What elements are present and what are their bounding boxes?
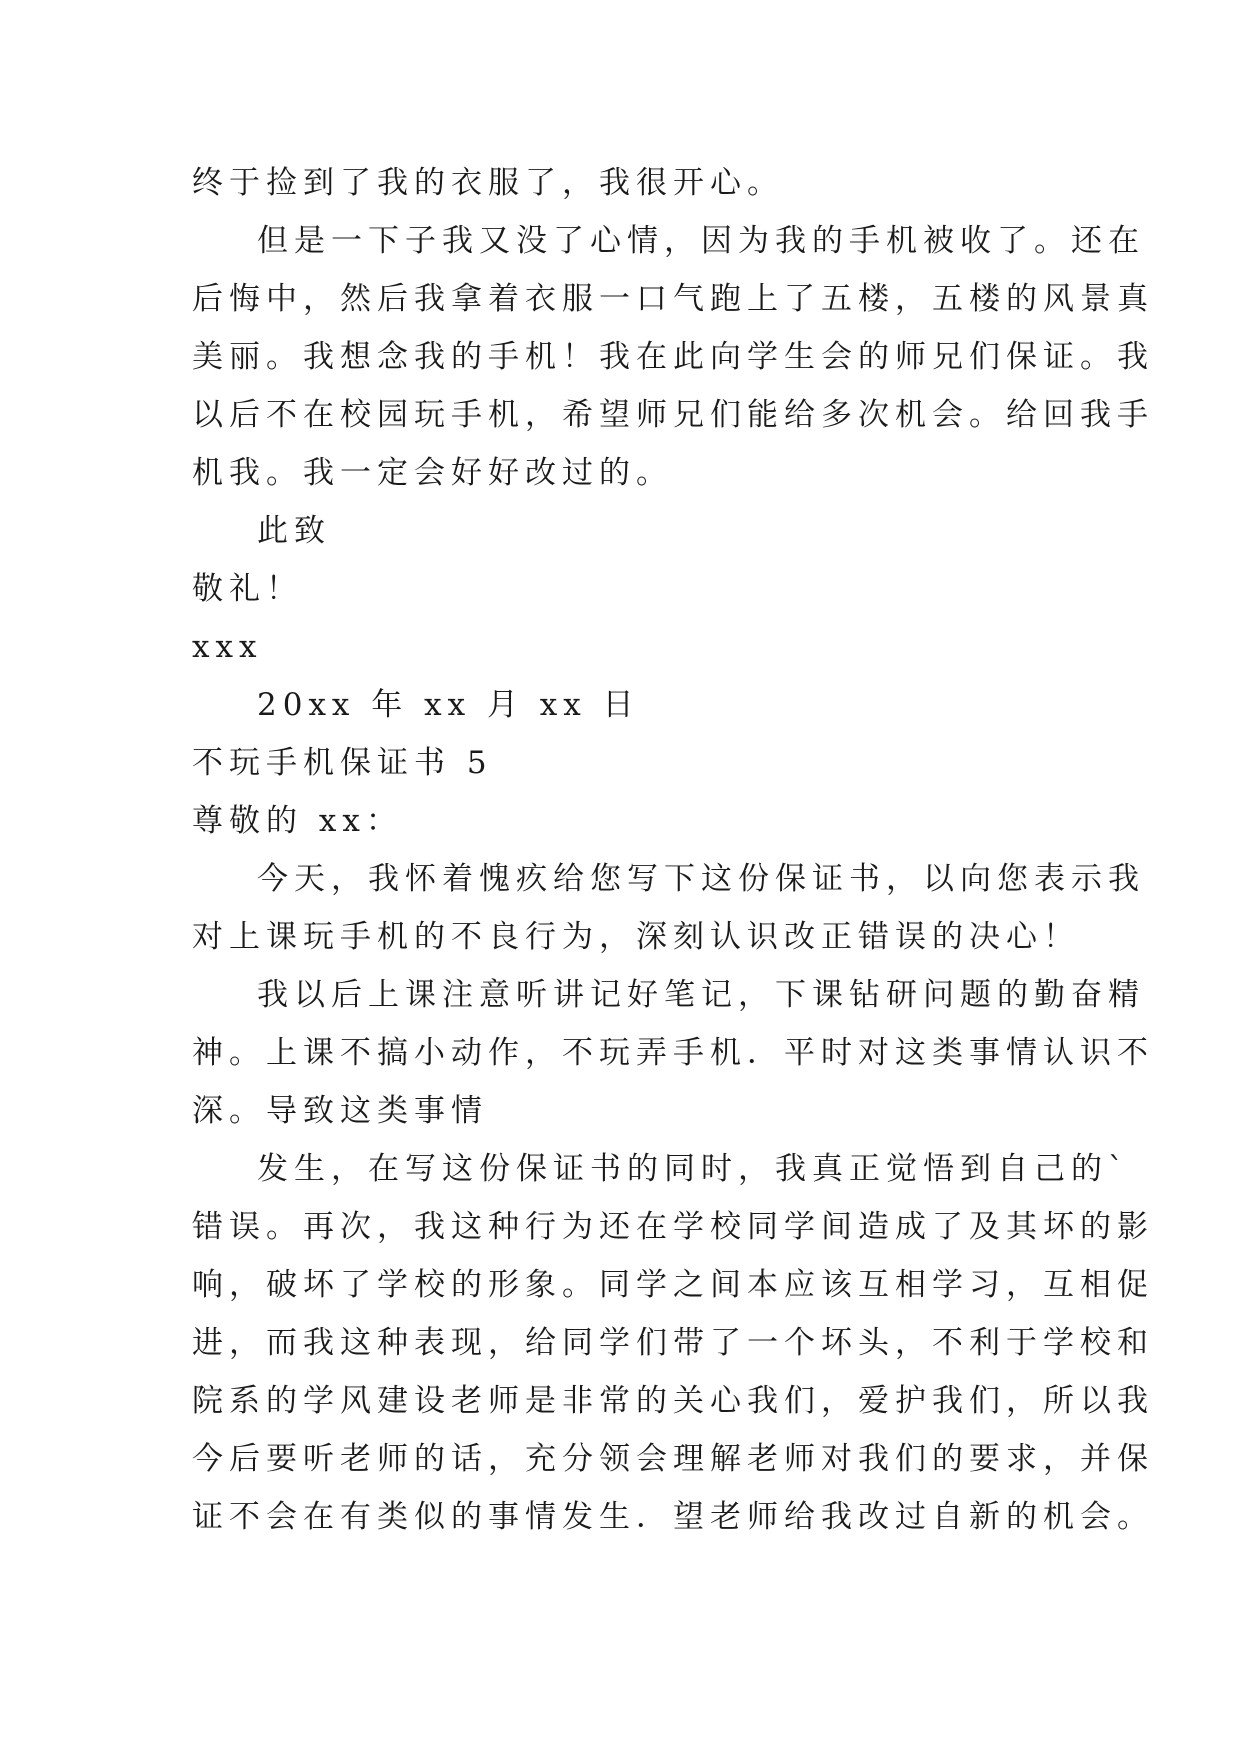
paragraph-start-line: 发生，在写这份保证书的同时，我真正觉悟到自己的` — [257, 1151, 1130, 1187]
paragraph-start-line: 但是一下子我又没了心情，因为我的手机被收了。还在 — [257, 223, 1145, 259]
signature-date: 20xx 年 xx 月 xx 日 — [257, 687, 640, 723]
text-line: 机我。我一定会好好改过的。 — [192, 455, 673, 491]
text-line: 深。导致这类事情 — [192, 1093, 488, 1129]
text-line: 神。上课不搞小动作，不玩弄手机．平时对这类事情认识不 — [192, 1035, 1154, 1071]
text-line: 证不会在有类似的事情发生．望老师给我改过自新的机会。 — [192, 1499, 1154, 1535]
text-line: 今后要听老师的话，充分领会理解老师对我们的要求，并保 — [192, 1441, 1154, 1477]
text-line: 美丽。我想念我的手机！我在此向学生会的师兄们保证。我 — [192, 339, 1154, 375]
text-line: 对上课玩手机的不良行为，深刻认识改正错误的决心！ — [192, 919, 1080, 955]
text-line: 响，破坏了学校的形象。同学之间本应该互相学习，互相促 — [192, 1267, 1154, 1303]
section-title: 不玩手机保证书 5 — [192, 745, 493, 781]
text-line: 终于捡到了我的衣服了，我很开心。 — [192, 165, 784, 201]
paragraph-start-line: 我以后上课注意听讲记好笔记，下课钻研问题的勤奋精 — [257, 977, 1145, 1013]
signature-name: xxx — [192, 629, 263, 665]
text-line: 院系的学风建设老师是非常的关心我们，爱护我们，所以我 — [192, 1383, 1154, 1419]
paragraph-start-line: 今天，我怀着愧疚给您写下这份保证书，以向您表示我 — [257, 861, 1145, 897]
text-line: 后悔中，然后我拿着衣服一口气跑上了五楼，五楼的风景真 — [192, 281, 1154, 317]
greeting: 尊敬的 xx： — [192, 803, 403, 839]
text-line: 以后不在校园玩手机，希望师兄们能给多次机会。给回我手 — [192, 397, 1154, 433]
text-line: 进，而我这种表现，给同学们带了一个坏头，不利于学校和 — [192, 1325, 1154, 1361]
salutation-closing: 敬礼！ — [192, 571, 303, 607]
closing-phrase: 此致 — [257, 513, 331, 549]
text-line: 错误。再次，我这种行为还在学校同学间造成了及其坏的影 — [192, 1209, 1154, 1245]
